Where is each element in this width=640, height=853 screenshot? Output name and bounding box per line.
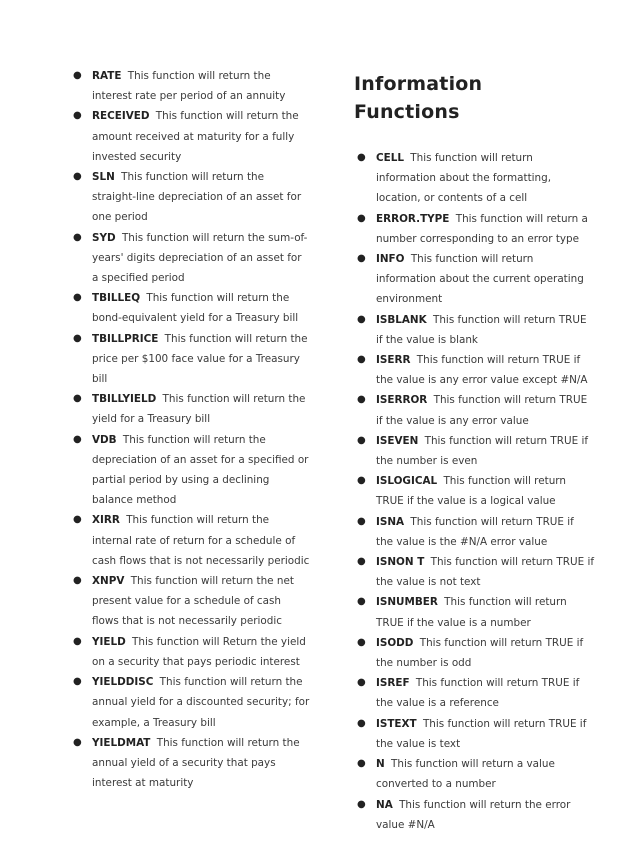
function-name: YIELD xyxy=(92,635,126,648)
function-description: This function will return a number corresponding to an error type xyxy=(376,212,588,245)
function-description: This function will return TRUE if the value is a logical value xyxy=(376,475,566,508)
function-name: SYD xyxy=(92,231,116,244)
function-description: This function will return a value converted to a number xyxy=(376,758,555,791)
function-name: ISNUMBER xyxy=(376,596,438,609)
bullet-icon: ● xyxy=(357,515,366,527)
function-name: ISNON T xyxy=(376,556,425,569)
function-list-item xyxy=(70,228,310,289)
function-name: ISLOGICAL xyxy=(376,475,438,488)
function-list-item xyxy=(354,249,594,310)
function-name: XIRR xyxy=(92,514,120,527)
function-description: This function will return the net present value for a schedule of cash flows that is not necessarily periodic xyxy=(92,575,294,628)
function-description: This function will return the price per $100 face value for a Treasury bill xyxy=(92,332,308,386)
function-description: This function will return the annual yield for a discounted security; for example, a Treasury bill xyxy=(92,676,310,729)
bullet-icon: ● xyxy=(357,636,366,648)
function-list-item xyxy=(70,733,310,794)
bullet-icon: ● xyxy=(357,354,366,366)
function-description: This function will return TRUE if the value is any error value xyxy=(376,394,588,427)
function-name: YIELDMAT xyxy=(92,736,151,749)
function-name: XNPV xyxy=(92,575,125,588)
function-list-item xyxy=(70,571,310,632)
function-description: This function will return the depreciation of an asset for a specified or partial period by using a declining balance method xyxy=(92,433,309,507)
function-list-item xyxy=(354,471,594,511)
function-list-item xyxy=(70,106,310,167)
function-name: ISODD xyxy=(376,636,414,649)
function-list-item xyxy=(70,329,310,390)
function-description: This function will return the sum-of-years' digits depreciation of an asset for a specified period xyxy=(92,231,308,285)
function-list-item xyxy=(354,714,594,754)
function-list-item xyxy=(354,633,594,673)
function-description: This function will return the annual yield of a security that pays interest at maturity xyxy=(92,736,300,790)
function-list-item xyxy=(354,673,594,713)
function-name: ISNA xyxy=(376,515,405,528)
function-name: ISBLANK xyxy=(376,313,427,326)
function-list-item xyxy=(70,389,310,429)
function-name: TBILLEQ xyxy=(92,292,141,305)
bullet-icon: ● xyxy=(73,635,82,647)
bullet-icon: ● xyxy=(357,253,366,265)
bullet-icon: ● xyxy=(357,152,366,163)
function-list-item xyxy=(70,510,310,571)
bullet-icon: ● xyxy=(73,292,82,304)
function-name: RATE xyxy=(92,70,122,82)
function-name: ISEVEN xyxy=(376,434,419,447)
bullet-icon: ● xyxy=(73,70,82,81)
function-description: This function will return the amount received at maturity for a fully invested security xyxy=(92,110,299,163)
bullet-icon: ● xyxy=(73,171,82,183)
bullet-icon: ● xyxy=(73,231,82,243)
function-name: INFO xyxy=(376,253,405,266)
bullet-icon: ● xyxy=(357,556,366,568)
function-description: This function will return TRUE if the number is odd xyxy=(376,636,584,670)
function-list-item xyxy=(354,310,594,350)
function-description: This function will return TRUE if the number is even xyxy=(376,434,589,468)
function-description: This function will return the interest rate per period of an annuity xyxy=(92,70,286,103)
function-list-item xyxy=(70,430,310,511)
bullet-icon: ● xyxy=(357,758,366,770)
function-name: CELL xyxy=(376,152,404,164)
bullet-icon: ● xyxy=(357,313,366,325)
function-list-item xyxy=(354,350,594,390)
function-list-item xyxy=(70,288,310,328)
function-name: ISERR xyxy=(376,354,411,367)
function-name: RECEIVED xyxy=(92,110,150,123)
function-list-item xyxy=(354,592,594,632)
financial-functions-column xyxy=(70,66,310,793)
information-functions-list xyxy=(354,148,594,835)
bullet-icon: ● xyxy=(357,798,366,810)
function-list-item xyxy=(70,66,310,106)
function-name: YIELDDISC xyxy=(92,676,154,689)
bullet-icon: ● xyxy=(73,110,82,122)
bullet-icon: ● xyxy=(73,676,82,688)
function-description: This function will return the bond-equivalent yield for a Treasury bill xyxy=(92,292,299,325)
bullet-icon: ● xyxy=(73,514,82,526)
function-name: VDB xyxy=(92,433,117,446)
bullet-icon: ● xyxy=(357,212,366,224)
function-name: ISTEXT xyxy=(376,717,417,730)
function-list-item xyxy=(70,632,310,672)
bullet-icon: ● xyxy=(357,434,366,446)
function-list-item xyxy=(354,754,594,794)
function-description: This function will return TRUE if the value is blank xyxy=(376,313,587,346)
function-name: ISREF xyxy=(376,677,410,690)
function-list-item xyxy=(354,209,594,249)
function-description: This function will return TRUE if the value is a number xyxy=(376,596,567,629)
function-description: This function will return information about the formatting, location, or contents of a cell xyxy=(376,152,552,205)
function-description: This function will return TRUE if the value is a reference xyxy=(376,677,580,710)
bullet-icon: ● xyxy=(357,717,366,729)
function-list-item xyxy=(354,512,594,552)
function-name: TBILLPRICE xyxy=(92,332,159,345)
function-description: This function will return TRUE if the value is the #N/A error value xyxy=(376,515,574,548)
section-title: Information Functions xyxy=(354,73,483,123)
financial-functions-list xyxy=(70,66,310,793)
function-list-item xyxy=(354,552,594,592)
bullet-icon: ● xyxy=(357,475,366,487)
function-description: This function will return TRUE if the value is any error value except #N/A xyxy=(376,354,588,387)
bullet-icon: ● xyxy=(357,596,366,608)
function-description: This function will return the straight-line depreciation of an asset for one period xyxy=(92,171,302,224)
bullet-icon: ● xyxy=(357,677,366,689)
function-description: This function will return the internal rate of return for a schedule of cash flows that is not necessarily periodic xyxy=(92,514,310,567)
function-name: NA xyxy=(376,798,393,811)
bullet-icon: ● xyxy=(73,736,82,748)
bullet-icon: ● xyxy=(73,575,82,587)
bullet-icon: ● xyxy=(73,433,82,445)
bullet-icon: ● xyxy=(357,394,366,406)
function-description: This function will return the error value #N/A xyxy=(376,798,571,831)
function-list-item xyxy=(70,672,310,733)
bullet-icon: ● xyxy=(73,332,82,344)
function-name: ERROR.TYPE xyxy=(376,212,450,225)
function-name: N xyxy=(376,758,385,771)
function-description: This function will return TRUE if the value is not text xyxy=(376,556,594,589)
function-description: This function will return information about the current operating environment xyxy=(376,253,584,306)
function-name: TBILLYIELD xyxy=(92,393,157,406)
function-list-item xyxy=(354,431,594,471)
function-description: This function will return the yield for a Treasury bill xyxy=(92,393,306,426)
function-list-item xyxy=(354,148,594,209)
function-description: This function will Return the yield on a security that pays periodic interest xyxy=(92,635,306,668)
information-functions-column xyxy=(354,70,594,835)
function-list-item xyxy=(354,390,594,430)
bullet-icon: ● xyxy=(73,393,82,405)
function-description: This function will return TRUE if the value is text xyxy=(376,717,587,750)
function-name: SLN xyxy=(92,171,115,184)
function-list-item xyxy=(70,167,310,228)
function-list-item xyxy=(354,795,594,835)
function-name: ISERROR xyxy=(376,394,428,407)
